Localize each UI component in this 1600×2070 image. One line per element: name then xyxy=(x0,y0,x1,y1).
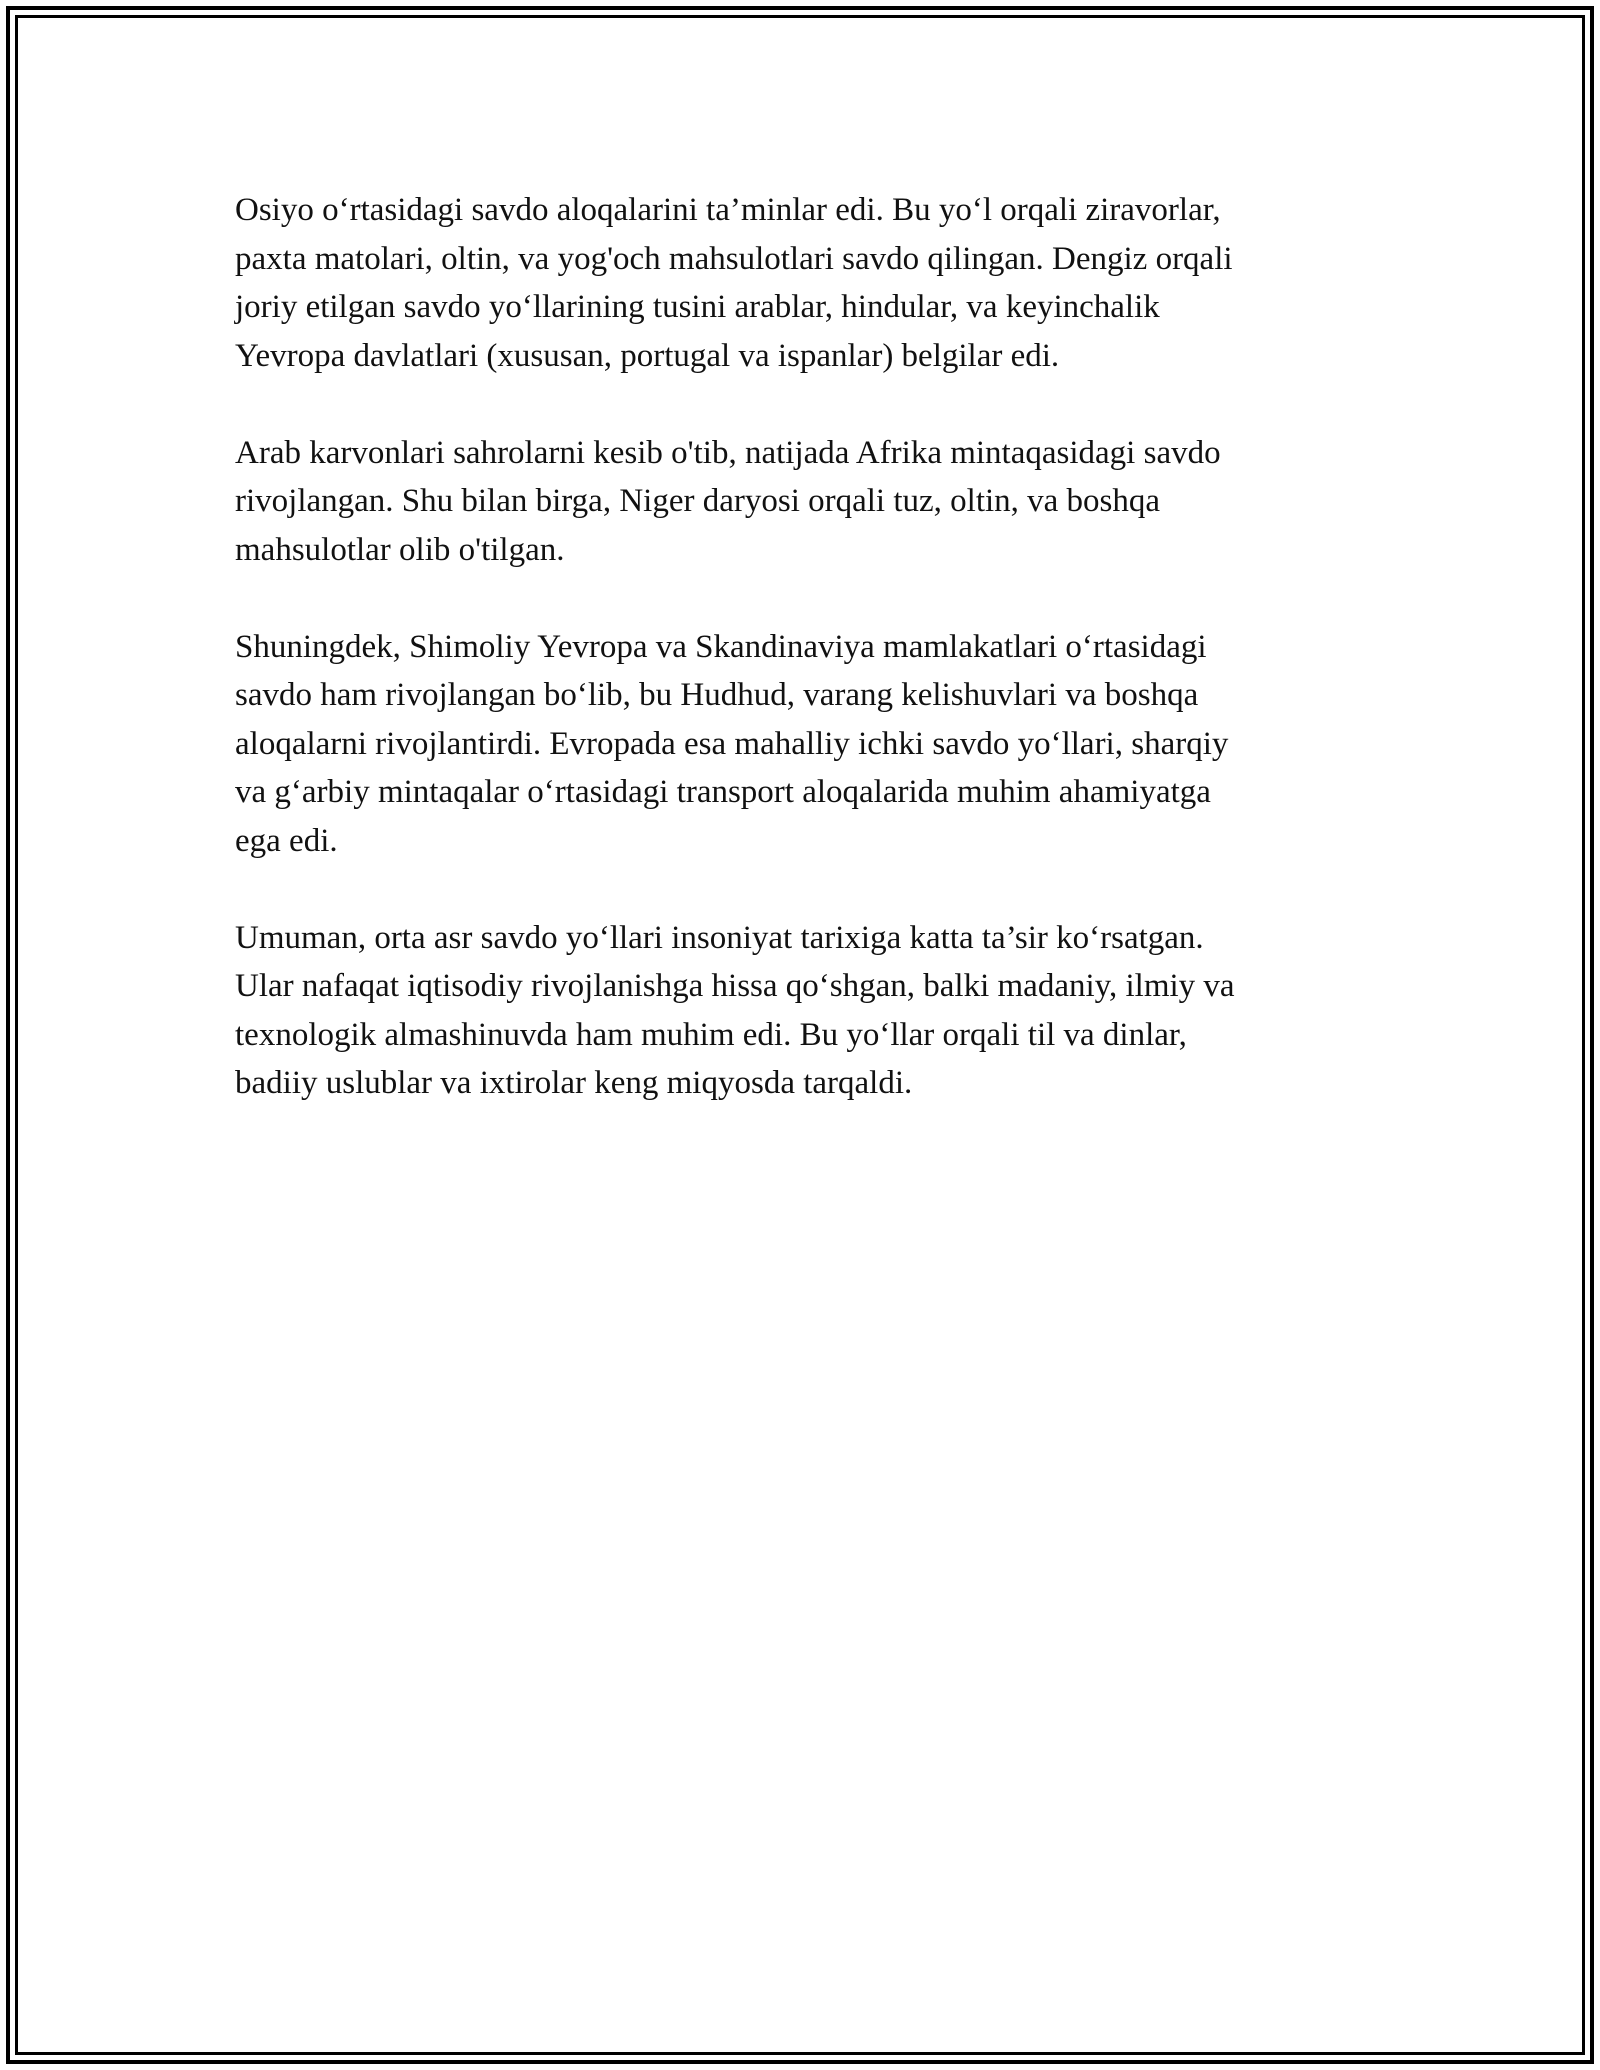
paragraph-line: badiiy uslublar va ixtirolar keng miqyosda tarqaldi. xyxy=(235,1065,913,1101)
paragraph-line: rivojlangan. Shu bilan birga, Niger daryosi orqali tuz, oltin, va boshqa xyxy=(235,483,1161,519)
paragraph-line: ega edi. xyxy=(235,822,338,859)
paragraph-line: Osiyo o‘rtasidagi savdo aloqalarini ta’minlar edi. Bu yo‘l orqali ziravorlar, xyxy=(235,192,1221,228)
paragraph-line: Ular nafaqat iqtisodiy rivojlanishga hissa qo‘shgan, balki madaniy, ilmiy va xyxy=(235,968,1235,1004)
paragraph-line: texnologik almashinuvda ham muhim edi. Bu yo‘llar orqali til va dinlar, xyxy=(235,1016,1187,1053)
paragraph-line: Arab karvonlari sahrolarni kesib o'tib, natijada Afrika mintaqasidagi savdo xyxy=(235,434,1221,471)
paragraph-line: joriy etilgan savdo yo‘llarining tusini arablar, hindular, va keyinchalik xyxy=(235,289,1160,325)
paragraph-line: Umuman, orta asr savdo yo‘llari insoniyat tarixiga katta ta’sir ko‘rsatgan. xyxy=(235,919,1204,956)
paragraph-3 xyxy=(235,623,1365,866)
paragraph-line: aloqalarni rivojlantirdi. Evropada esa mahalliy ichki savdo yo‘llari, sharqiy xyxy=(235,725,1229,762)
paragraph-4 xyxy=(235,914,1365,1108)
paragraph-2 xyxy=(235,429,1365,575)
paragraph-1 xyxy=(235,186,1365,380)
paragraph-line: va g‘arbiy mintaqalar o‘rtasidagi transport aloqalarida muhim ahamiyatga xyxy=(235,774,1211,810)
paragraph-line: savdo ham rivojlangan bo‘lib, bu Hudhud, varang kelishuvlari va boshqa xyxy=(235,677,1199,713)
paragraph-line: Yevropa davlatlari (xususan, portugal va ispanlar) belgilar edi. xyxy=(235,337,1060,374)
paragraph-line: paxta matolari, oltin, va yog'och mahsulotlari savdo qilingan. Dengiz orqali xyxy=(235,240,1233,277)
document-body xyxy=(235,186,1365,1156)
paragraph-line: mahsulotlar olib o'tilgan. xyxy=(235,531,565,568)
paragraph-line: Shuningdek, Shimoliy Yevropa va Skandinaviya mamlakatlari o‘rtasidagi xyxy=(235,628,1207,665)
